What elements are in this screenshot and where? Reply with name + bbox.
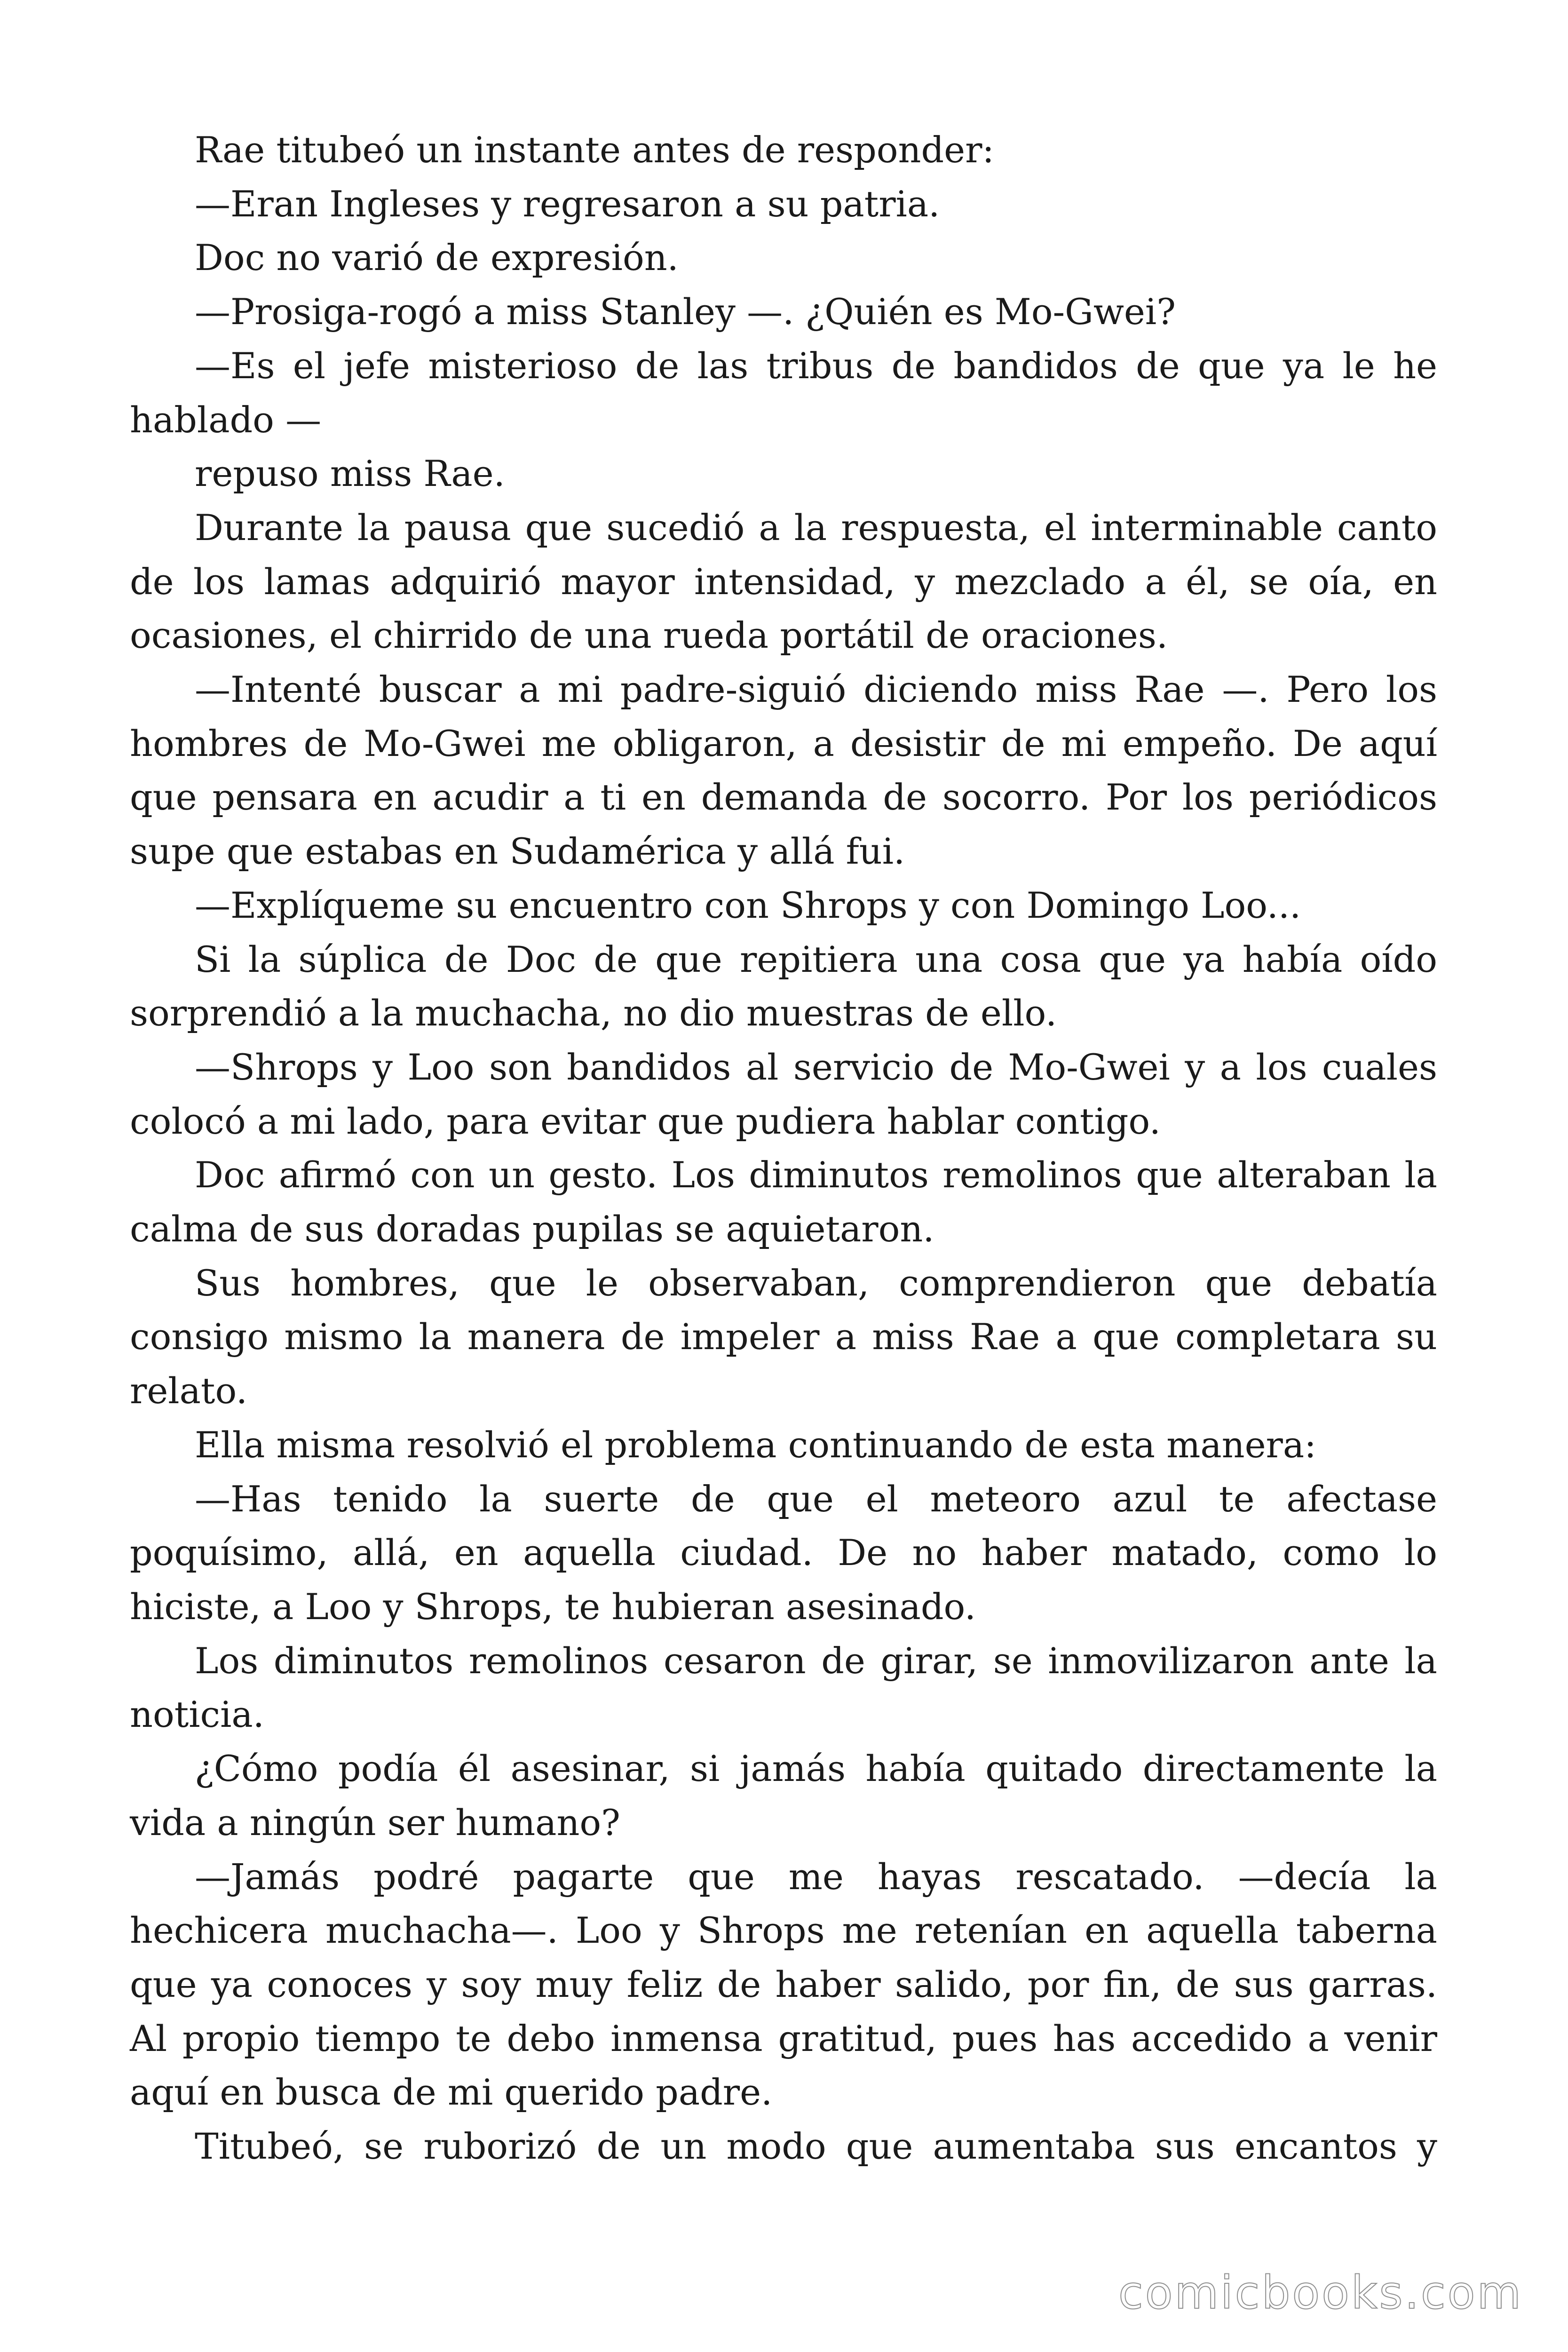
- paragraph-2: —Eran Ingleses y regresaron a su patria.: [195, 183, 940, 225]
- paragraph-9: —Explíqueme su encuentro con Shrops y con Domingo Loo...: [195, 884, 1301, 926]
- paragraph-5: —Es el jefe misterioso de las tribus de bandidos de que ya le he hablado —: [130, 344, 1437, 441]
- paragraph-15: —Has tenido la suerte de que el meteoro azul te afectase poquísimo, allá, en aquella ciudad. De no haber matado, como lo hiciste, a Loo y Shrops, te hubieran asesinado.: [130, 1478, 1437, 1628]
- paragraph-12: Doc afirmó con un gesto. Los diminutos remolinos que alteraban la calma de sus doradas pupilas se aquietaron.: [130, 1154, 1437, 1250]
- paragraph-19: Titubeó, se ruborizó de un modo que aumentaba sus encantos y: [195, 2125, 1437, 2168]
- paragraph-3: Doc no varió de expresión.: [195, 237, 679, 279]
- paragraph-17: ¿Cómo podía él asesinar, si jamás había quitado directamente la vida a ningún ser humano?: [130, 1748, 1437, 1843]
- paragraph-16: Los diminutos remolinos cesaron de girar, se inmovilizaron ante la noticia.: [130, 1639, 1437, 1736]
- paragraph-8: —Intenté buscar a mi padre-siguió diciendo miss Rae —. Pero los hombres de Mo-Gwei me obligaron, a desistir de mi empeño. De aquí que pensara en acudir a ti en demanda de socorro. Por los periódicos supe que estabas en Sudamérica y allá fui.: [130, 668, 1437, 873]
- paragraph-11: —Shrops y Loo son bandidos al servicio de Mo-Gwei y a los cuales colocó a mi lado, para evitar que pudiera hablar contigo.: [130, 1046, 1437, 1142]
- page-body: [130, 123, 1437, 2174]
- paragraph-6: repuso miss Rae.: [195, 453, 505, 495]
- watermark: comicbooks.com: [1118, 2266, 1523, 2319]
- paragraph-18: —Jamás podré pagarte que me hayas rescatado. —decía la hechicera muchacha—. Loo y Shrops me retenían en aquella taberna que ya conoces y soy muy feliz de haber salido, por fin, de sus garras. Al propio tiempo te debo inmensa gratitud, pues has accedido a venir aquí en busca de mi querido padre.: [130, 1855, 1437, 2114]
- paragraph-4: —Prosiga-rogó a miss Stanley —. ¿Quién es Mo-Gwei?: [195, 291, 1176, 333]
- paragraph-10: Si la súplica de Doc de que repitiera una cosa que ya había oído sorprendió a la muchacha, no dio muestras de ello.: [130, 938, 1437, 1034]
- paragraph-1: Rae titubeó un instante antes de responder:: [195, 129, 995, 171]
- paragraph-7: Durante la pausa que sucedió a la respuesta, el interminable canto de los lamas adquirió mayor intensidad, y mezclado a él, se oía, en ocasiones, el chirrido de una rueda portátil de oraciones.: [130, 506, 1437, 657]
- paragraph-13: Sus hombres, que le observaban, comprendieron que debatía consigo mismo la manera de impeler a miss Rae a que completara su relato.: [130, 1262, 1437, 1412]
- paragraph-14: Ella misma resolvió el problema continuando de esta manera:: [195, 1423, 1316, 1466]
